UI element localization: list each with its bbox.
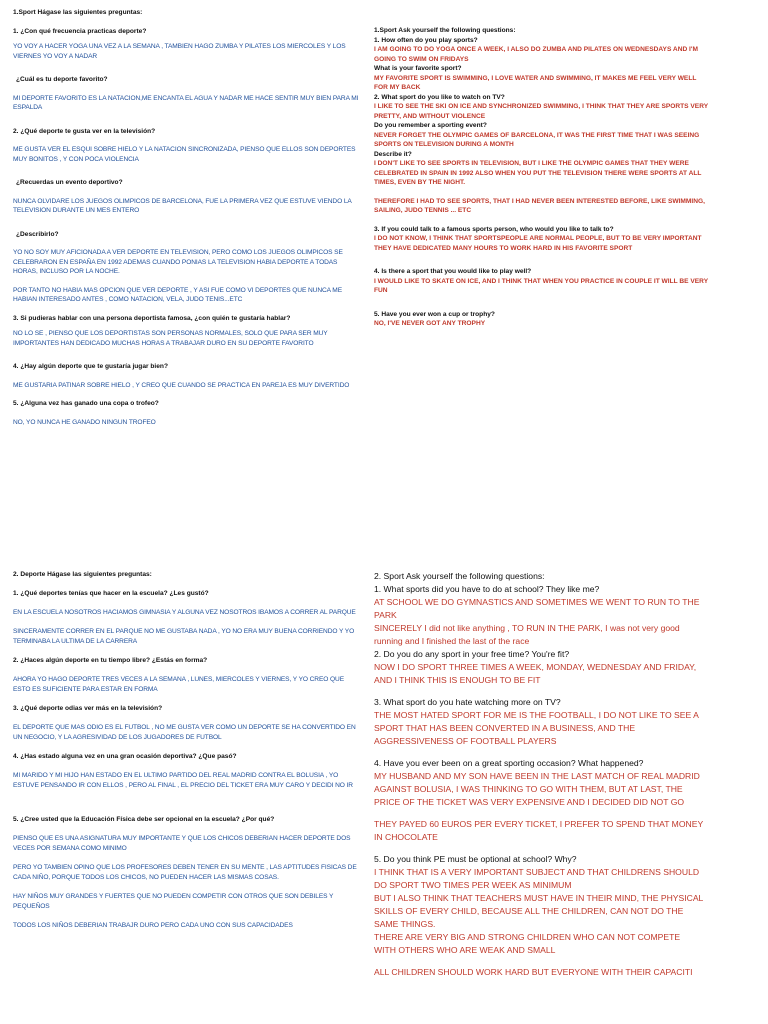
question-2b: Do you remember a sporting event? [374,122,487,129]
answer-1: EN LA ESCUELA NOSOTROS HACIAMOS GIMNASIA Y ALGUNA VEZ NOSOTROS IBAMOS A CORRER AL PARQUE [13,609,356,616]
question-1b: ¿Cuál es tu deporte favorito? [16,76,108,83]
answer-5c: HAY NIÑOS MUY GRANDES Y FUERTES QUE NO PUEDEN COMPETIR CON OTROS QUE SON DEBILES Y PEQUEÑOS [13,893,334,910]
question-3: 3. What sport do you hate watching more on TV? [374,697,561,707]
question-4: 4. Have you ever been on a great sporting occasion? What happened? [374,758,644,768]
answer-5b: PERO YO TAMBIEN OPINO QUE LOS PROFESORES DEBEN TENER EN SU MENTE , LAS APTITUDES FISICAS DE CADA NIÑO, PORQUE TODOS LOS CHICOS, NO PUEDEN HACER LAS MISMAS COSAS. [13,864,357,881]
answer-5c: THERE ARE VERY BIG AND STRONG CHILDREN WHO CAN NOT COMPETE WITH OTHERS WHO ARE WEAK AND SMALL [374,932,681,955]
spanish-section-1 [13,8,361,427]
answer-4: MY HUSBAND AND MY SON HAVE BEEN IN THE LAST MATCH OF REAL MADRID AGAINST BOLUSIA, I WAS THINKING TO GO WITH THEM, BUT AT LAST, THE PRICE OF THE TICKET WAS VERY EXPENSIVE AND I DECIDED DID NOT GO [374,771,700,807]
question-2: 2. ¿Haces algún deporte en tu tiempo libre? ¿Estás en forma? [13,657,208,664]
answer-5: NO, I'VE NEVER GOT ANY TROPHY [374,320,486,327]
answer-4: MI MARIDO Y MI HIJO HAN ESTADO EN EL ULTIMO PARTIDO DEL REAL MADRID CONTRA EL BOLUSIA , YO ESTUVE PENSANDO IR CON ELLOS , PERO AL FINAL , EL PRECIO DEL TICKET ERA MUY CARO Y DECIDI NO IR [13,772,353,789]
answer-1: YO VOY A HACER YOGA UNA VEZ A LA SEMANA , TAMBIEN HAGO ZUMBA Y PILATES LOS MIERCOLES Y LOS VIERNES YO VOY A NADAR [13,43,346,60]
answer-4b: THEY PAYED 60 EUROS PER EVERY TICKET, I PREFER TO SPEND THAT MONEY IN CHOCOLATE [374,819,704,842]
question-1: 1. What sports did you have to do at school? They like me? [374,584,600,594]
answer-5d: ALL CHILDREN SHOULD WORK HARD BUT EVERYONE WITH THEIR CAPACITI [374,967,693,977]
question-5: 5. Do you think PE must be optional at school? Why? [374,854,577,864]
answer-2: NOW I DO SPORT THREE TIMES A WEEK, MONDAY, WEDNESDAY AND FRIDAY, AND I THINK THIS IS ENOUGH TO BE FIT [374,662,697,685]
question-3: 3. Si pudieras hablar con una persona deportista famosa, ¿con quién te gustaría hablar? [13,314,291,322]
answer-2b: NUNCA OLVIDARE LOS JUEGOS OLIMPICOS DE BARCELONA, FUE LA PRIMERA VEZ QUE ESTUVE VIENDO LA TELEVISION DURANTE UN MES ENTERO [13,197,352,214]
answer-2c: YO NO SOY MUY AFICIONADA A VER DEPORTE EN TELEVISION, PERO COMO LOS JUEGOS OLIMPICOS SE CELEBRARON EN ESPAÑA EN 1992 ADEMAS CUANDO PONIAS LA TELEVISION HABIA DEPORTE A TODAS HORAS, INCLUSO POR LA NOCHE. [13,249,343,275]
answer-2b: NEVER FORGET THE OLYMPIC GAMES OF BARCELONA, IT WAS THE FIRST TIME THAT I WAS SEEING SPORTS ON TELEVISION DURING A MONTH [374,131,700,148]
answer-3: I DO NOT KNOW, I THINK THAT SPORTSPEOPLE ARE NORMAL PEOPLE, BUT TO BE VERY IMPORTANT THEY HAVE DEDICATED MANY HOURS TO WORK HARD IN HIS FAVORITE SPORT [374,235,702,252]
answer-2: I LIKE TO SEE THE SKI ON ICE AND SYNCHRONIZED SWIMMING, I THINK THAT THEY ARE SPORTS VERY PRETTY, AND WITHOUT VIOLENCE [374,103,708,120]
question-2b: ¿Recuerdas un evento deportivo? [16,179,123,186]
answer-5d: TODOS LOS NIÑOS DEBERIAN TRABAJR DURO PERO CADA UNO CON SUS CAPACIDADES [13,922,293,929]
question-2: 2. What sport do you like to watch on TV? [374,93,505,101]
question-1: 1. How often do you play sports? [374,36,478,44]
spanish-section-2 [13,570,358,931]
answer-4: ME GUSTARIA PATINAR SOBRE HIELO , Y CREO QUE CUANDO SE PRACTICA EN PAREJA ES MUY DIVERTIDO [13,381,350,389]
question-2: 2. ¿Qué deporte te gusta ver en la televisión? [13,127,156,135]
english-section-1 [374,26,709,329]
answer-3: NO LO SE , PIENSO QUE LOS DEPORTISTAS SON PERSONAS NORMALES, SOLO QUE PARA SER MUY IMPORTANTES HAN DEDICADO MUCHAS HORAS A TRABAJAR DURO EN SU DEPORTE FAVORITO [13,330,328,347]
answer-3: EL DEPORTE QUE MAS ODIO ES EL FUTBOL , NO ME GUSTA VER COMO UN DEPORTE SE HA CONVERTIDO EN UN NEGOCIO, Y LA AGRESIVIDAD DE LOS JUGADORES DE FUTBOL [13,724,356,741]
answer-2d: THEREFORE I HAD TO SEE SPORTS, THAT I HAD NEVER BEEN INTERESTED BEFORE, LIKE SWIMMING, SAILING, JUDO TENNIS ... ETC [374,197,705,214]
answer-2c: I DON'T LIKE TO SEE SPORTS IN TELEVISION, BUT I LIKE THE OLYMPIC GAMES THAT THEY WERE CELEBRATED IN SPAIN IN 1992 ALSO WHEN YOU PUT THE TELEVISION THERE WERE SPORTS AT ALL TIMES, EVEN BY THE NIGHT. [374,160,702,186]
question-1: 1. ¿Con qué frecuencia practicas deporte? [13,27,147,35]
answer-2: ME GUSTA VER EL ESQUI SOBRE HIELO Y LA NATACION SINCRONIZADA, PIENSO QUE ELLOS SON DEPORTES MUY BONITOS , Y CON POCA VIOLENCIA [13,146,356,163]
question-2: 2. Do you do any sport in your free time? You're fit? [374,649,570,659]
answer-1b: SINCERELY I did not like anything , TO RUN IN THE PARK, I was not very good running and I finished the last of the race [374,623,680,646]
answer-5: I THINK THAT IS A VERY IMPORTANT SUBJECT AND THAT CHILDRENS SHOULD DO SPORT TWO TIMES PER WEEK AS MINIMUM [374,867,700,890]
section-title: 1.Sport Hágase las siguientes preguntas: [13,9,143,16]
question-5: 5. ¿Cree usted que la Educación Física debe ser opcional en la escuela? ¿Por qué? [13,816,275,823]
answer-2d: POR TANTO NO HABIA MAS OPCION QUE VER DEPORTE , Y ASI FUE COMO VI DEPORTES QUE NUNCA ME HABIAN INTERESADO ANTES , COMO NATACION, VELA, JUDO TENIS...ETC [13,286,342,303]
answer-1b: MY FAVORITE SPORT IS SWIMMING, I LOVE WATER AND SWIMMING, IT MAKES ME FEEL VERY WELL FOR MY BACK [374,74,697,91]
question-1b: What is your favorite sport? [374,65,462,72]
question-3: 3. If you could talk to a famous sports person, who would you like to talk to? [374,225,614,233]
answer-1: I AM GOING TO DO YOGA ONCE A WEEK, I ALSO DO ZUMBA AND PILATES ON WEDNESDAYS AND I'M GOING TO SWIM ON FRIDAYS [374,46,698,63]
question-3: 3. ¿Qué deporte odias ver más en la televisión? [13,705,163,712]
answer-5: PIENSO QUE ES UNA ASIGNATURA MUY IMPORTANTE Y QUE LOS CHICOS DEBERIAN HACER DEPORTE DOS VECES POR SEMANA COMO MINIMO [13,835,351,852]
section-title: 2. Deporte Hágase las siguientes preguntas: [13,571,152,578]
question-4: 4. ¿Has estado alguna vez en una gran ocasión deportiva? ¿Que pasó? [13,753,237,760]
english-section-2 [374,570,704,979]
answer-1b: MI DEPORTE FAVORITO ES LA NATACION,ME ENCANTA EL AGUA Y NADAR ME HACE SENTIR MUY BIEN PARA MI ESPALDA [13,94,359,111]
section-title: 1.Sport Ask yourself the following questions: [374,27,516,34]
answer-1b: SINCERAMENTE CORRER EN EL PARQUE NO ME GUSTABA NADA , YO NO ERA MUY BUENA CORRIENDO Y YO TERMINABA LA ULTIMA DE LA CARRERA [13,628,355,645]
question-4: 4. ¿Hay algún deporte que te gustaría jugar bien? [13,363,168,370]
question-2c: ¿Describirlo? [16,230,59,238]
answer-3: THE MOST HATED SPORT FOR ME IS THE FOOTBALL, I DO NOT LIKE TO SEE A SPORT THAT HAS BEEN CONVERTED IN A BUSINESS, AND THE AGGRESSIVENESS OF FOOTBALL PLAYERS [374,710,699,746]
question-2c: Describe it? [374,150,412,158]
section-title: 2. Sport Ask yourself the following questions: [374,571,545,581]
answer-5b: BUT I ALSO THINK THAT TEACHERS MUST HAVE IN THEIR MIND, THE PHYSICAL SKILLS OF EVERY CHILD, BECAUSE ALL THE CHILDREN, CAN NOT DO THE SAME THINGS. [374,893,704,929]
question-1: 1. ¿Qué deportes tenías que hacer en la escuela? ¿Les gustó? [13,590,209,597]
question-4: 4. Is there a sport that you would like to play well? [374,268,532,275]
answer-1: AT SCHOOL WE DO GYMNASTICS AND SOMETIMES WE WENT TO RUN TO THE PARK [374,597,700,620]
answer-2: AHORA YO HAGO DEPORTE TRES VECES A LA SEMANA , LUNES, MIERCOLES Y VIERNES, Y YO CREO QUE ESTO ES SUFICIENTE PARA ESTAR EN FORMA [13,676,345,693]
answer-4: I WOULD LIKE TO SKATE ON ICE, AND I THINK THAT WHEN YOU PRACTICE IN COUPLE IT WILL BE VERY FUN [374,277,708,294]
question-5: 5. Have you ever won a cup or trophy? [374,310,495,318]
question-5: 5. ¿Alguna vez has ganado una copa o trofeo? [13,400,159,407]
answer-5: NO, YO NUNCA HE GANADO NINGUN TROFEO [13,418,156,426]
